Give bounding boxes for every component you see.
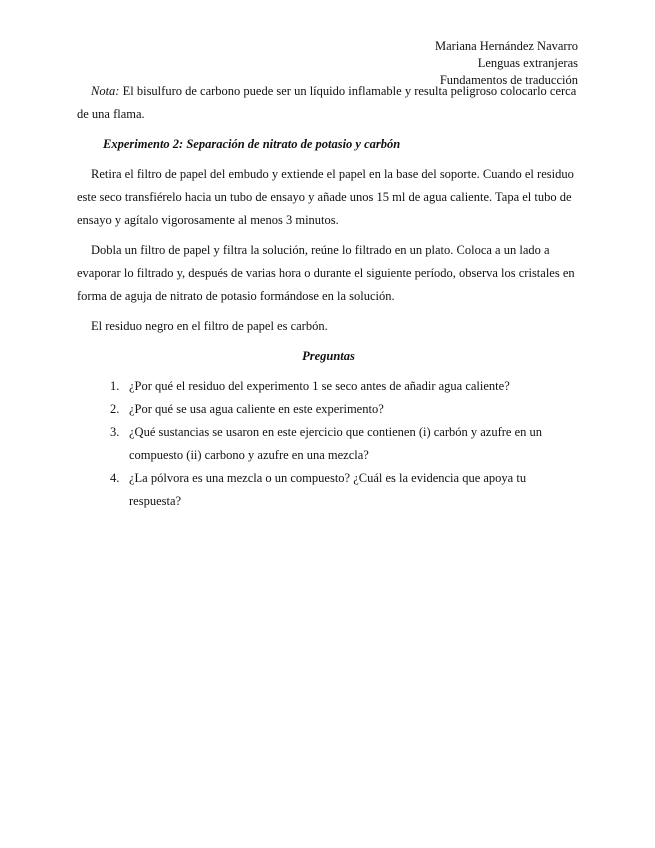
header-author: Mariana Hernández Navarro [435, 39, 578, 53]
header-department: Lenguas extranjeras [477, 56, 578, 70]
question-number: 1. [110, 379, 120, 393]
question-item [77, 421, 580, 467]
note-text: El bisulfuro de carbono puede ser un líquido inflamable y resulta peligroso colocarlo cerca de una flama. [77, 84, 577, 121]
question-text: ¿Qué sustancias se usaron en este ejercicio que contienen (i) carbón y azufre en un compuesto (ii) carbono y azufre en una mezcla? [129, 425, 543, 462]
questions-heading: Preguntas [302, 349, 355, 363]
note-paragraph [77, 80, 580, 126]
question-item [77, 398, 580, 421]
document-body [77, 80, 580, 513]
question-text: ¿La pólvora es una mezcla o un compuesto? ¿Cuál es la evidencia que apoya tu respuesta? [129, 471, 527, 508]
experiment2-paragraph: Dobla un filtro de papel y filtra la solución, reúne lo filtrado en un plato. Coloca a un lado a evaporar lo filtrado y, después de varias hora o durante el siguiente período, observa los cristales en forma de aguja de nitrato de potasio formándose en la solución. [77, 243, 575, 303]
experiment2-heading: Experimento 2: Separación de nitrato de potasio y carbón [103, 137, 401, 151]
experiment2-paragraph: Retira el filtro de papel del embudo y extiende el papel en la base del soporte. Cuando el residuo este seco transfiérelo hacia un tubo de ensayo y añade unos 15 ml de agua caliente. Tapa el tubo de ensayo y agítalo vigorosamente al menos 3 minutos. [77, 167, 574, 227]
question-item [77, 467, 580, 513]
header-course: Fundamentos de traducción [439, 73, 578, 87]
question-text: ¿Por qué se usa agua caliente en este experimento? [129, 402, 384, 416]
note-label: Nota: [91, 84, 120, 98]
experiment2-paragraph: El residuo negro en el filtro de papel es carbón. [91, 319, 328, 333]
question-text: ¿Por qué el residuo del experimento 1 se seco antes de añadir agua caliente? [129, 379, 510, 393]
question-number: 4. [110, 471, 120, 485]
questions-list [77, 375, 580, 513]
question-item [77, 375, 580, 398]
question-number: 2. [110, 402, 120, 416]
question-number: 3. [110, 425, 120, 439]
